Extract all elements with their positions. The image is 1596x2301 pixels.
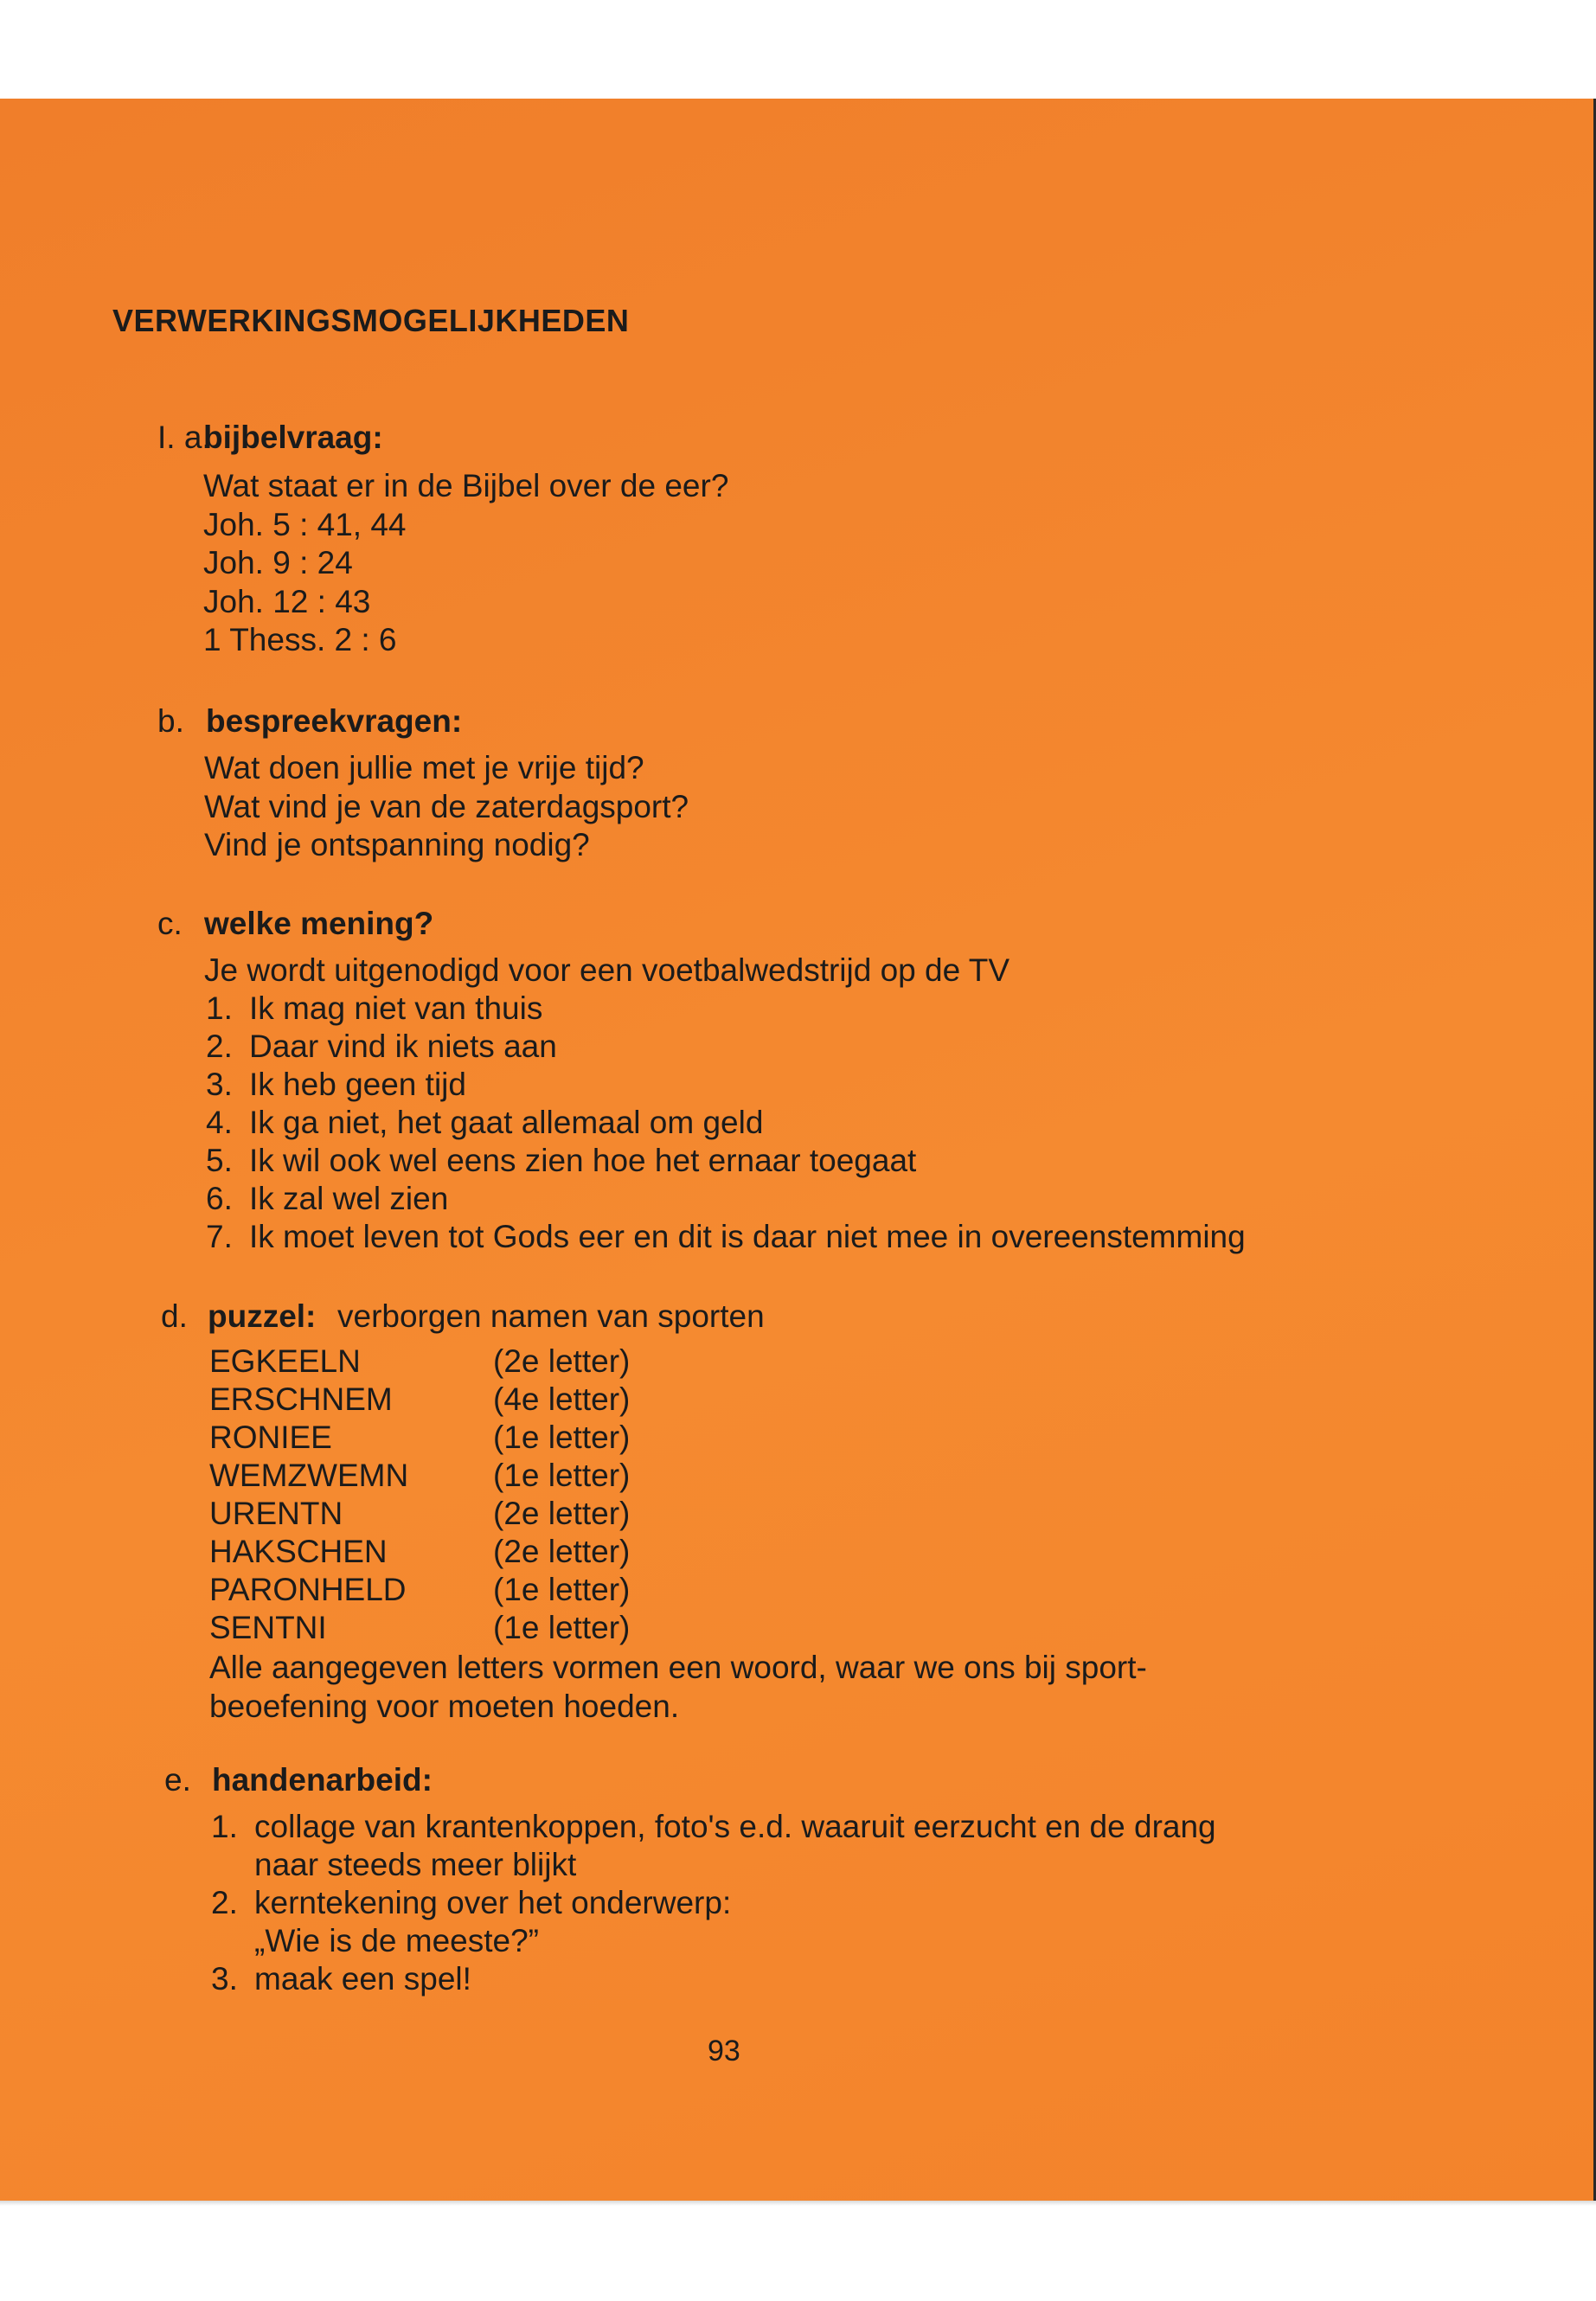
list-item <box>206 1104 1417 1142</box>
puzzle-hint: (2e letter) <box>493 1496 631 1531</box>
text-line: Joh. 9 : 24 <box>203 545 353 580</box>
list-item <box>206 990 1417 1028</box>
puzzle-hint: (1e letter) <box>493 1458 631 1493</box>
list-number: 3. <box>206 1067 233 1102</box>
section-c-marker: c. <box>157 906 183 941</box>
puzzle-hint: (1e letter) <box>493 1572 631 1607</box>
section-d-marker: d. <box>161 1298 188 1334</box>
section-a-title: bijbelvraag: <box>203 420 383 455</box>
puzzle-row <box>209 1343 728 1381</box>
page-heading: VERWERKINGSMOGELIJKHEDEN <box>112 303 630 338</box>
list-number: 3. <box>211 1961 238 1997</box>
puzzle-hint: (4e letter) <box>493 1381 631 1417</box>
list-text: kerntekening over het onderwerp: <box>254 1885 732 1920</box>
puzzle-row <box>209 1495 728 1533</box>
section-b-marker: b. <box>157 703 184 739</box>
section-c-list <box>206 990 1417 1256</box>
list-item <box>211 1960 1422 1998</box>
text-line: 1 Thess. 2 : 6 <box>203 622 397 657</box>
puzzle-words <box>209 1343 728 1647</box>
list-item <box>211 1808 1422 1846</box>
text-line: Vind je ontspanning nodig? <box>204 827 590 862</box>
section-e-marker: e. <box>164 1762 191 1798</box>
list-text: naar steeds meer blijkt <box>254 1847 577 1882</box>
puzzle-closing <box>209 1649 1147 1726</box>
list-text: Daar vind ik niets aan <box>249 1029 557 1064</box>
puzzle-row <box>209 1419 728 1457</box>
list-number: 6. <box>206 1181 233 1216</box>
list-number: 5. <box>206 1143 233 1178</box>
list-item <box>206 1218 1417 1256</box>
puzzle-word: EGKEELN <box>209 1343 361 1379</box>
list-number: 2. <box>206 1029 233 1064</box>
section-d-subtitle: verborgen namen van sporten <box>337 1298 765 1334</box>
list-item <box>211 1884 1422 1922</box>
section-e-title: handenarbeid: <box>212 1762 433 1798</box>
puzzle-word: SENTNI <box>209 1610 327 1645</box>
puzzle-word: ERSCHNEM <box>209 1381 393 1417</box>
puzzle-row <box>209 1381 728 1419</box>
section-b-lines <box>204 749 689 865</box>
text-line: Joh. 12 : 43 <box>203 583 371 619</box>
list-text: collage van krantenkoppen, foto's e.d. waaruit eerzucht en de drang <box>254 1809 1216 1844</box>
puzzle-row <box>209 1457 728 1495</box>
list-number: 4. <box>206 1105 233 1140</box>
list-text: Ik zal wel zien <box>249 1181 449 1216</box>
text-line: Wat staat er in de Bijbel over de eer? <box>203 468 729 503</box>
text-line: Alle aangegeven letters vormen een woord, waar we ons bij sport- <box>209 1650 1147 1685</box>
puzzle-word: RONIEE <box>209 1420 332 1455</box>
list-item-continuation <box>211 1922 1422 1960</box>
puzzle-word: PARONHELD <box>209 1572 407 1607</box>
puzzle-hint: (1e letter) <box>493 1610 631 1645</box>
puzzle-hint: (2e letter) <box>493 1343 631 1379</box>
list-text: maak een spel! <box>254 1961 471 1997</box>
puzzle-row <box>209 1609 728 1647</box>
list-item-continuation <box>211 1846 1422 1884</box>
puzzle-hint: (1e letter) <box>493 1420 631 1455</box>
puzzle-word: URENTN <box>209 1496 343 1531</box>
list-number: 7. <box>206 1219 233 1254</box>
section-a-marker: I. a. <box>157 420 211 455</box>
section-c-title: welke mening? <box>204 906 434 941</box>
puzzle-word: WEMZWEMN <box>209 1458 409 1493</box>
text-line: beoefening voor moeten hoeden. <box>209 1688 680 1724</box>
section-a-lines <box>203 467 728 660</box>
section-b-title: bespreekvragen: <box>206 703 463 739</box>
list-text: „Wie is de meeste?” <box>254 1923 539 1958</box>
text-line: Wat doen jullie met je vrije tijd? <box>204 750 644 785</box>
list-number: 1. <box>211 1809 238 1844</box>
list-item <box>206 1028 1417 1066</box>
text-line: Joh. 5 : 41, 44 <box>203 506 407 542</box>
list-number: 2. <box>211 1885 238 1920</box>
list-item <box>206 1142 1417 1180</box>
puzzle-row <box>209 1533 728 1571</box>
list-text: Ik ga niet, het gaat allemaal om geld <box>249 1105 764 1140</box>
puzzle-word: HAKSCHEN <box>209 1534 388 1569</box>
puzzle-row <box>209 1571 728 1609</box>
section-d-title: puzzel: <box>208 1298 317 1334</box>
text-line: Wat vind je van de zaterdagsport? <box>204 788 689 824</box>
list-item <box>206 1066 1417 1104</box>
list-text: Ik mag niet van thuis <box>249 990 543 1026</box>
list-text: Ik wil ook wel eens zien hoe het ernaar toegaat <box>249 1143 917 1178</box>
list-text: Ik moet leven tot Gods eer en dit is daar niet mee in overeenstemming <box>249 1219 1246 1254</box>
page-number: 93 <box>708 2035 740 2067</box>
list-number: 1. <box>206 990 233 1026</box>
section-e-list <box>211 1808 1422 1998</box>
list-text: Ik heb geen tijd <box>249 1067 466 1102</box>
section-c-intro: Je wordt uitgenodigd voor een voetbalwedstrijd op de TV <box>204 952 1010 988</box>
puzzle-hint: (2e letter) <box>493 1534 631 1569</box>
list-item <box>206 1180 1417 1218</box>
